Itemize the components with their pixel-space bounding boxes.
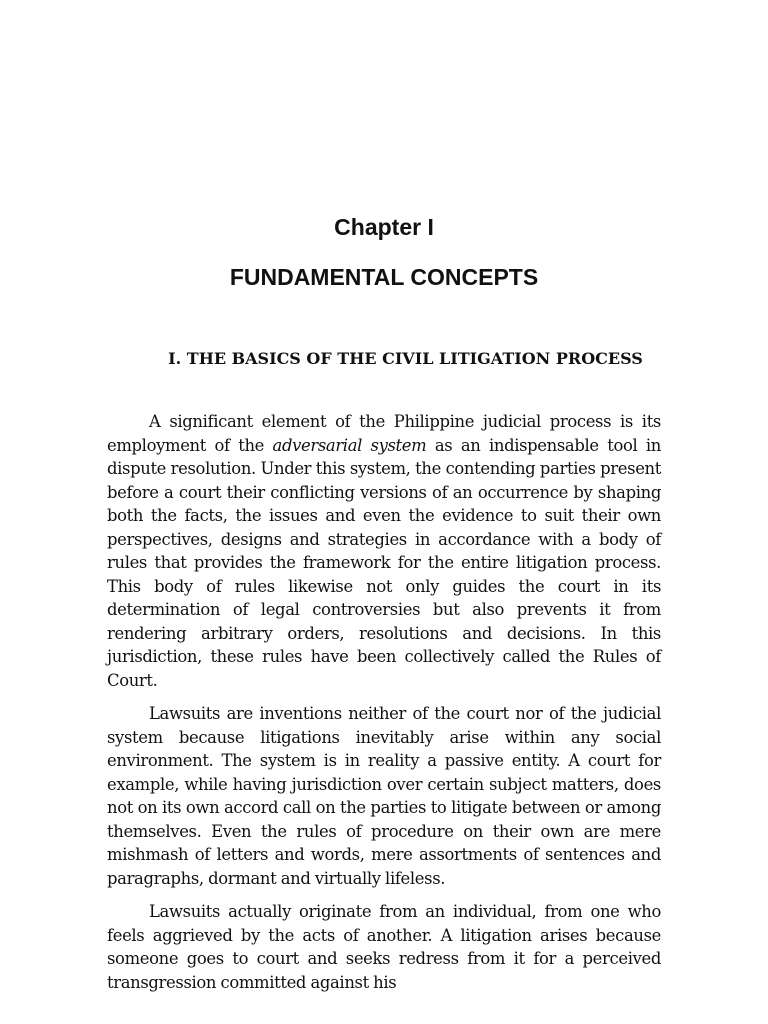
chapter-title: FUNDAMENTAL CONCEPTS: [229, 264, 539, 290]
paragraph-1: [107, 410, 661, 692]
chapter-label: Chapter I: [334, 214, 434, 240]
section-heading: I. THE BASICS OF THE CIVIL LITIGATION PROCESS: [168, 349, 643, 368]
paragraph-1-text-end: as an indispensable tool in dispute resolution. Under this system, the contending parties present before a court their conflicting versions of an occurrence by shaping both the facts, the issues and even the evidence to suit their own perspectives, designs and strategies in accordance with a body of rules that provides the framework for the entire litigation process. This body of rules likewise not only guides the court in its determination of legal controversies but also prevents it from rendering arbitrary orders, resolutions and decisions. In this jurisdiction, these rules have been collectively called the Rules of Court.: [107, 435, 662, 690]
paragraph-1-italic-term: adversarial system: [272, 435, 427, 455]
paragraph-3: Lawsuits actually originate from an individual, from one who feels aggrieved by the acts of another. A litigation arises because someone goes to court and seeks redress from it for a perceived transgression committed against his: [107, 902, 661, 992]
body-text: [107, 410, 661, 1004]
paragraph-2: Lawsuits are inventions neither of the court nor of the judicial system because litigations inevitably arise within any social environment. The system is in reality a passive entity. A court for example, while having jurisdiction over certain subject matters, does not on its own accord call on the parties to litigate between or among themselves. Even the rules of procedure on their own are mere mishmash of letters and words, mere assortments of sentences and paragraphs, dormant and virtually lifeless.: [107, 704, 661, 888]
paragraph-1-text-start: A significant element of the Philippine judicial process is its employment of the: [107, 412, 661, 455]
